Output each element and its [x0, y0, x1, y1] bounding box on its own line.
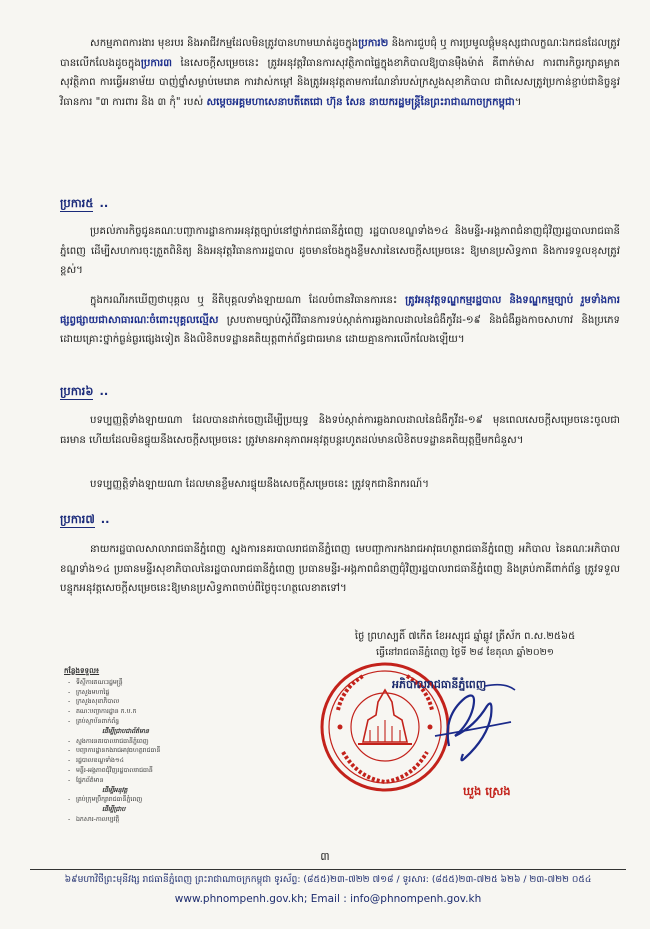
issuer-title: អភិបាលរាជធានីភ្នំពេញ [392, 678, 487, 691]
heading-label: ប្រការ៥ [60, 196, 94, 210]
recipients-subtitle: ដើម្បីជ្រាប [102, 806, 126, 814]
signer-name: ឃួង ស្រេង [463, 784, 511, 798]
heading-label: ប្រការ៦ [60, 384, 94, 398]
heading-dots: .. [100, 512, 110, 526]
date-block [320, 629, 610, 661]
page-number: ៣ [320, 850, 330, 863]
list-item: - ផ្នែកព័ត៌មាន [64, 776, 304, 786]
sanction-text: ត្រូវអនុវត្តទណ្ឌកម្មរដ្ឋបាល និងទណ្ឌកម្មច្បាប់ រួមទាំងការផ្សព្វផ្សាយជាសាធារណៈចំពោះបុគ្គលល្មើស [60, 295, 620, 326]
text-run: ។ [514, 96, 522, 108]
list-item: - គ្រប់ស្ថាប័នពាក់ព័ន្ធ [64, 717, 304, 727]
text-run: សកម្មភាពការងារ មុខរបរ និងអាជីវកម្មដែលមិនត្រូវបានហាមឃាត់ដូចក្នុង [90, 38, 359, 49]
heading-article7 [60, 512, 110, 529]
list-item: - ស្នងការនគរបាលរាជធានីភ្នំពេញ [64, 737, 304, 747]
list-item: - ឯកសារ-កាលប្បវត្តិ [64, 815, 304, 825]
footer-divider [30, 869, 626, 870]
text-run: ក្នុងករណីរកឃើញថាបុគ្គល ឬ នីតិបុគ្គលទាំងឡាយណា ដែលបំពានវិធានការនេះ [90, 295, 406, 306]
heading-article5 [60, 196, 108, 213]
list-item: - ទីស្តីការគណៈរដ្ឋមន្ត្រី [64, 678, 304, 688]
text-run: និងការជួបជុំ ឬ ការប្រមូលផ្តុំមនុស្សជាលក្ខណៈឯកជនដែលត្រូវបានលើកលែងដូចក្នុង [60, 38, 620, 69]
lunar-date: ថ្ងៃ ព្រហស្បតិ៍ ៧កើត ខែអស្សុជ ឆ្នាំឆ្លូវ ត្រីស័ក ព.ស.២៥៦៥ [354, 631, 576, 642]
list-item: - មន្ទីរ-អង្គភាពជុំវិញរដ្ឋបាលរាជធានី [64, 766, 304, 776]
recipients-title: កន្លែងទទួល៖ [64, 666, 100, 675]
paragraph-article4-end [60, 34, 620, 112]
recipients-subtitle: ដើម្បីជ្រាបជាព័ត៌មាន [102, 727, 149, 735]
list-item: - ក្រសួងសុខាភិបាល [64, 697, 304, 707]
paragraph-article5-b [60, 291, 620, 350]
footer-website-email: www.phnompenh.gov.kh; Email : info@phnompenh.gov.kh [174, 893, 482, 905]
article-ref: ប្រការ២ [358, 38, 389, 49]
list-item: - គ្រប់ក្រុមប្រឹក្សារាជធានីភ្នំពេញ [64, 795, 304, 805]
list-item: - គណៈបញ្ជាការដ្ឋាន ក.ប.ក [64, 707, 304, 717]
footer-address: ៦៩មហាវិថីព្រះមុនីវង្ស រាជធានីភ្នំពេញ ព្រះរាជាណាចក្រកម្ពុជា ទូរស័ព្ទ: (៨៥៥)២៣-៧២២ ៧១៨ / ទូរសារ: (៨៥៥)២៣-៧២៥ ៦២៦ / ២៣-៧២២ ០៥៤ [64, 874, 592, 885]
text-run: នៃសេចក្តីសម្រេចនេះ ត្រូវអនុវត្តវិធានការសុវត្ថិភាពផ្ទៃក្នុងខាភិបាលឱ្យបានម៉ឺងម៉ាត់ គឺពាក់ម៉ាស ការពារកិច្ចរក្សាគម្លាតសុវត្ថិភាព ការធ្វើអនាម័យ បាញ់ថ្នាំសម្លាប់មេរោគ ការវាស់កម្តៅ និងត្រូវអនុវត្តតាមការណែនាំរបស់ក្រសួងសុខាភិបាល ជាពិសេសត្រូវប្រកាន់ខ្ជាប់ជានិច្ចនូវវិធានការ "៣ ការពារ និង ៣ កុំ" របស់ [60, 57, 620, 108]
heading-article6 [60, 384, 108, 401]
paragraph-article5-a: ប្រគល់ភារកិច្ចជូនគណៈបញ្ជាការដ្ឋានការអនុវត្តច្បាប់នៅថ្នាក់រាជធានីភ្នំពេញ រដ្ឋបាលខណ្ឌទាំង១៤ និងមន្ទីរ-អង្គភាពជំនាញជុំវិញរដ្ឋបាលរាជធានីភ្នំពេញ ដើម្បីសហការចុះត្រួតពិនិត្យ និងអនុវត្តវិធានការរដ្ឋបាល ដូចមានចែងក្នុងខ្លឹមសារនៃសេចក្តីសម្រេចនេះ ឱ្យមានប្រសិទ្ធភាព និងការទទួលខុសត្រូវខ្ពស់។ [60, 226, 620, 276]
article-ref: ប្រការ៣ [140, 57, 172, 69]
signature-icon [415, 676, 525, 776]
list-item: - ក្រសួងមហាផ្ទៃ [64, 688, 304, 698]
heading-dots: .. [99, 384, 109, 398]
solar-date: ធ្វើនៅរាជធានីភ្នំពេញ ថ្ងៃទី ២៨ ខែតុលា ឆ្នាំ២០២១ [376, 647, 554, 658]
list-item: - បញ្ជាការដ្ឋានកងរាជអាវុធហត្ថរាជធានី [64, 746, 304, 756]
text-run: ស្របតាមច្បាប់ស្តីពីវិធានការទប់ស្កាត់ការឆ្លងរាលដាលនៃជំងឺកូវីដ-១៩ និងជំងឺឆ្លងកាចសាហាវ និងប្រភេទដោយគ្រោះថ្នាក់ធ្ងន់ធ្ងរផ្សេងទៀត និងលិខិតបទដ្ឋានគតិយុត្តពាក់ព័ន្ធជាធរមាន ដោយគ្មានការលើកលែងឡើយ។ [60, 314, 620, 345]
heading-dots: .. [99, 196, 109, 210]
list-item: - រដ្ឋបាលខណ្ឌទាំង១៤ [64, 756, 304, 766]
prime-minister-name: សម្តេចអគ្គមហាសេនាបតីតេជោ ហ៊ុន សែន នាយករដ្ឋមន្ត្រីនៃព្រះរាជាណាចក្រកម្ពុជា [206, 96, 515, 108]
recipients-subtitle: ដើម្បីអនុវត្ត [102, 786, 128, 794]
recipients-list [64, 666, 304, 825]
paragraph-article6-b: បទប្បញ្ញត្តិទាំងឡាយណា ដែលមានខ្លឹមសារផ្ទុយនឹងសេចក្តីសម្រេចនេះ ត្រូវទុកជានិរាករណ៍។ [90, 479, 429, 490]
paragraph-article6-a: បទប្បញ្ញត្តិទាំងឡាយណា ដែលបានដាក់ចេញដើម្បីប្រយុទ្ធ និងទប់ស្កាត់ការឆ្លងរាលដាលនៃជំងឺកូវីដ-១៩ មុនពេលសេចក្តីសម្រេចនេះចូលជាធរមាន ហើយដែលមិនផ្ទុយនឹងសេចក្តីសម្រេចនេះ ត្រូវមានអានុភាពអនុវត្តបន្តរហូតដល់មានលិខិតបទដ្ឋានគតិយុត្តថ្មីមកជំនួស។ [60, 415, 620, 446]
heading-label: ប្រការ៧ [60, 512, 95, 526]
paragraph-article7: នាយករដ្ឋបាលសាលារាជធានីភ្នំពេញ ស្នងការនគរបាលរាជធានីភ្នំពេញ មេបញ្ជាការកងរាជអាវុធហត្ថរាជធានីភ្នំពេញ អភិបាល នៃគណៈអភិបាលខណ្ឌទាំង១៤ ប្រធានមន្ទីរសុខាភិបាលនៃរដ្ឋបាលរាជធានីភ្នំពេញ ប្រធានមន្ទីរ-អង្គភាពជំនាញជុំវិញរដ្ឋបាលរាជធានីភ្នំពេញ និងគ្រប់ភាគីពាក់ព័ន្ធ ត្រូវទទួលបន្ទុកអនុវត្តសេចក្តីសម្រេចនេះឱ្យមានប្រសិទ្ធភាពចាប់ពីថ្ងៃចុះហត្ថលេខាតទៅ។ [60, 544, 620, 594]
